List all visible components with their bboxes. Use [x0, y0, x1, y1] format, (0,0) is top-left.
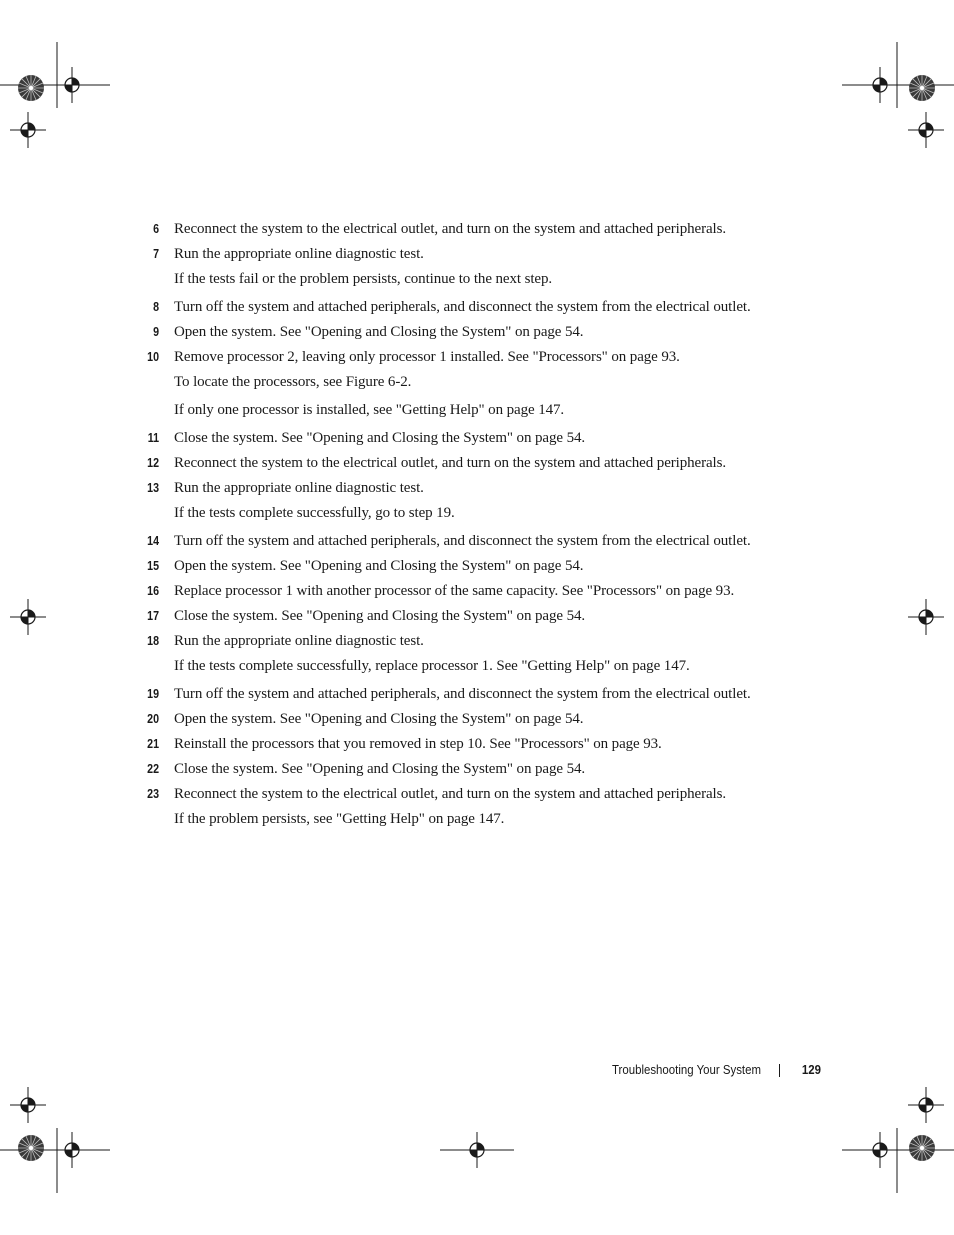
step-text: Reinstall the processors that you removed in step 10. See "Processors" on page 93.: [174, 736, 662, 752]
step-number: 23: [147, 786, 159, 801]
step-number: 6: [153, 221, 159, 236]
step-number: 14: [147, 533, 159, 548]
step-number: 9: [153, 324, 159, 339]
step-item: [120, 580, 820, 602]
step-number: 18: [147, 633, 159, 648]
step-item: [120, 321, 820, 343]
step-item: [120, 555, 820, 577]
step-item: [120, 758, 820, 780]
step-item: [120, 477, 820, 499]
step-text: Close the system. See "Opening and Closing the System" on page 54.: [174, 608, 586, 624]
step-item: [120, 530, 820, 552]
step-text: Remove processor 2, leaving only processor 1 installed. See "Processors" on page 93.: [174, 349, 680, 365]
step-item: [120, 683, 820, 705]
step-text: Replace processor 1 with another processor of the same capacity. See "Processors" on page 93.: [174, 583, 735, 599]
step-item: [120, 296, 820, 318]
step-note: If the tests complete successfully, replace processor 1. See "Getting Help" on page 147.: [174, 658, 690, 674]
step-note: To locate the processors, see Figure 6-2.: [174, 374, 412, 390]
footer-section-title: Troubleshooting Your System: [611, 1062, 761, 1077]
step-number: 22: [147, 761, 159, 776]
step-item: [120, 630, 820, 652]
step-item: [120, 218, 820, 240]
step-item: [120, 243, 820, 265]
step-item: [120, 708, 820, 730]
step-number: 12: [147, 455, 159, 470]
step-number: 10: [147, 349, 159, 364]
step-text: Close the system. See "Opening and Closing the System" on page 54.: [174, 430, 586, 446]
step-text: Reconnect the system to the electrical outlet, and turn on the system and attached peripherals.: [174, 455, 726, 471]
step-item: [120, 783, 820, 805]
page-number: 129: [801, 1062, 821, 1077]
step-item: [120, 346, 820, 368]
footer-divider: [779, 1064, 780, 1077]
step-text: Reconnect the system to the electrical outlet, and turn on the system and attached peripherals.: [174, 221, 726, 237]
step-note: If only one processor is installed, see "Getting Help" on page 147.: [174, 402, 565, 418]
step-text: Run the appropriate online diagnostic test.: [174, 480, 424, 496]
step-text: Turn off the system and attached peripherals, and disconnect the system from the electrical outlet.: [174, 686, 751, 702]
step-number: 21: [147, 736, 159, 751]
step-number: 8: [153, 299, 159, 314]
step-text: Open the system. See "Opening and Closing the System" on page 54.: [174, 711, 584, 727]
step-note: If the tests fail or the problem persists, continue to the next step.: [174, 271, 553, 287]
step-text: Turn off the system and attached peripherals, and disconnect the system from the electrical outlet.: [174, 533, 751, 549]
step-number: 15: [147, 558, 159, 573]
step-text: Reconnect the system to the electrical outlet, and turn on the system and attached peripherals.: [174, 786, 726, 802]
step-item: [120, 452, 820, 474]
step-number: 19: [147, 686, 159, 701]
step-text: Run the appropriate online diagnostic test.: [174, 246, 424, 262]
step-number: 16: [147, 583, 159, 598]
step-number: 17: [147, 608, 159, 623]
step-text: Close the system. See "Opening and Closing the System" on page 54.: [174, 761, 586, 777]
step-number: 20: [147, 711, 159, 726]
step-number: 13: [147, 480, 159, 495]
step-note: If the tests complete successfully, go to step 19.: [174, 505, 455, 521]
step-item: [120, 427, 820, 449]
step-note: If the problem persists, see "Getting Help" on page 147.: [174, 811, 505, 827]
step-item: [120, 605, 820, 627]
step-number: 7: [153, 246, 159, 261]
step-text: Open the system. See "Opening and Closing the System" on page 54.: [174, 324, 584, 340]
step-text: Turn off the system and attached peripherals, and disconnect the system from the electrical outlet.: [174, 299, 751, 315]
step-text: Run the appropriate online diagnostic test.: [174, 633, 424, 649]
step-number: 11: [147, 430, 159, 445]
step-text: Open the system. See "Opening and Closing the System" on page 54.: [174, 558, 584, 574]
step-item: [120, 733, 820, 755]
